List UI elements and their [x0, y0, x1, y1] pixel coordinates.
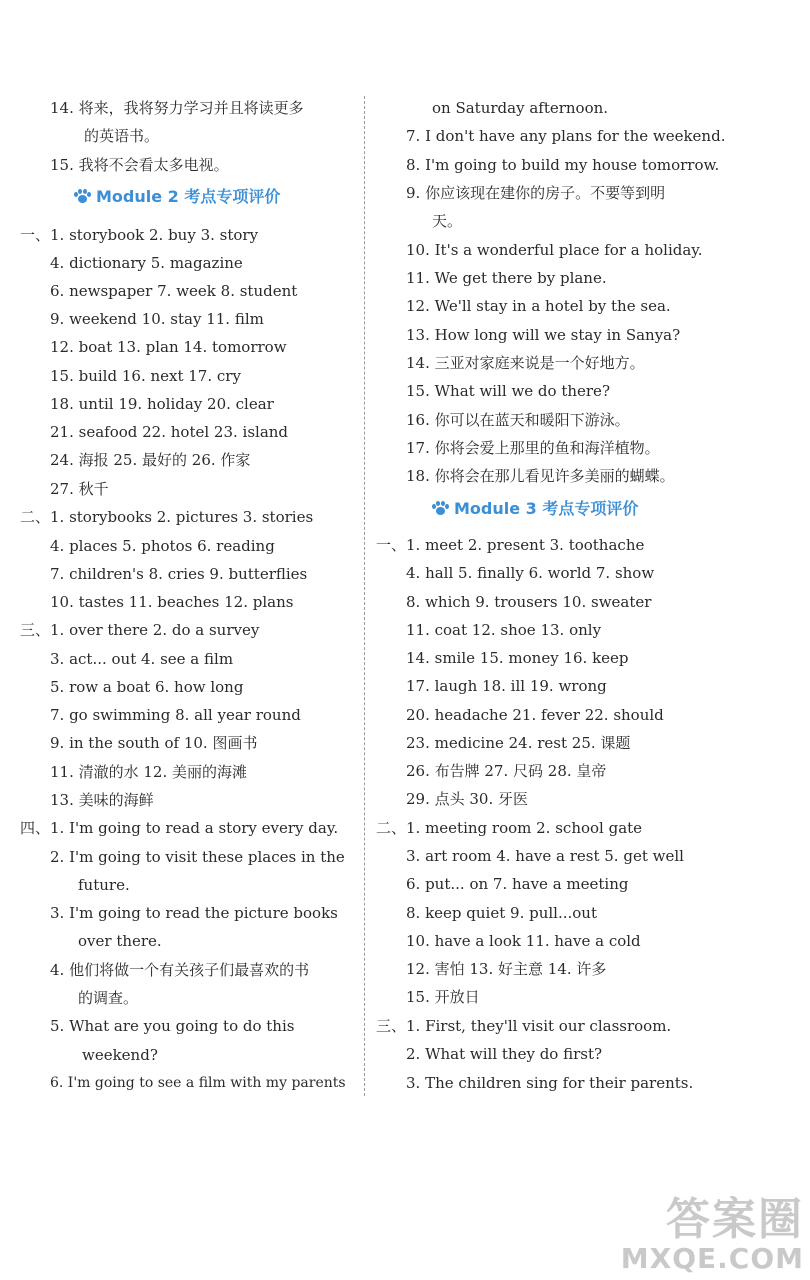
answer-line: 29. 点头 30. 牙医	[406, 790, 529, 808]
answer-line: 11. coat 12. shoe 13. only	[406, 621, 602, 639]
watermark	[621, 1196, 804, 1274]
answer-line: over there.	[78, 932, 162, 950]
answer-line: 三、1. First, they'll visit our classroom.	[376, 1017, 672, 1035]
answer-line: 12. We'll stay in a hotel by the sea.	[406, 297, 671, 315]
answer-line: 17. 你将会爱上那里的鱼和海洋植物。	[406, 439, 660, 457]
section-heading	[74, 186, 280, 208]
answer-line: 20. headache 21. fever 22. should	[406, 706, 664, 724]
answer-line: 6. put... on 7. have a meeting	[406, 875, 629, 893]
answer-line: 8. keep quiet 9. pull...out	[406, 904, 597, 922]
answer-line: 6. I'm going to see a film with my parents	[50, 1075, 346, 1091]
answer-line: 9. weekend 10. stay 11. film	[50, 310, 264, 328]
section-heading-text: Module 2 考点专项评价	[96, 187, 281, 206]
answer-line: 10. It's a wonderful place for a holiday.	[406, 241, 703, 259]
answer-line: 7. I don't have any plans for the weekend.	[406, 127, 726, 145]
answer-line: 的调查。	[78, 989, 139, 1007]
answer-line: 3. The children sing for their parents.	[406, 1074, 694, 1092]
answer-line: 一、1. storybook 2. buy 3. story	[20, 226, 259, 244]
answer-line: 12. 害怕 13. 好主意 14. 许多	[406, 960, 607, 978]
answer-line: 4. places 5. photos 6. reading	[50, 537, 275, 555]
answer-line: 4. 他们将做一个有关孩子们最喜欢的书	[50, 961, 310, 979]
answer-line: 9. 你应该现在建你的房子。不要等到明	[406, 184, 666, 202]
answer-line: 15. What will we do there?	[406, 382, 610, 400]
column-divider	[364, 96, 365, 1096]
answer-line: 8. I'm going to build my house tomorrow.	[406, 156, 720, 174]
answer-line: 9. in the south of 10. 图画书	[50, 734, 258, 752]
answer-line: 四、1. I'm going to read a story every day.	[20, 819, 339, 837]
paw-icon	[74, 189, 90, 203]
answer-line: future.	[78, 876, 130, 894]
answer-line: 16. 你可以在蓝天和暖阳下游泳。	[406, 411, 630, 429]
answer-line: 13. 美味的海鲜	[50, 791, 154, 809]
answer-line: 15. 我将不会看太多电视。	[50, 156, 229, 174]
answer-line: 7. go swimming 8. all year round	[50, 706, 301, 724]
answer-line: 14. 三亚对家庭来说是一个好地方。	[406, 354, 645, 372]
answer-line: 8. which 9. trousers 10. sweater	[406, 593, 652, 611]
answer-line: 23. medicine 24. rest 25. 课题	[406, 734, 631, 752]
answer-line: 3. art room 4. have a rest 5. get well	[406, 847, 684, 865]
answer-line: 11. We get there by plane.	[406, 269, 607, 287]
answer-line: 17. laugh 18. ill 19. wrong	[406, 677, 607, 695]
answer-line: 24. 海报 25. 最好的 26. 作家	[50, 451, 251, 469]
answer-line: 10. have a look 11. have a cold	[406, 932, 641, 950]
answer-line: 3. I'm going to read the picture books	[50, 904, 338, 922]
answer-line: 21. seafood 22. hotel 23. island	[50, 423, 289, 441]
answer-line: 二、1. storybooks 2. pictures 3. stories	[20, 508, 314, 526]
answer-line: 26. 布告牌 27. 尺码 28. 皇帝	[406, 762, 607, 780]
answer-line: 的英语书。	[84, 127, 160, 145]
answer-line: 13. How long will we stay in Sanya?	[406, 326, 681, 344]
answer-line: weekend?	[82, 1046, 158, 1064]
section-heading	[432, 498, 638, 520]
answer-line: 11. 清澈的水 12. 美丽的海滩	[50, 763, 248, 781]
answer-line: on Saturday afternoon.	[432, 99, 609, 117]
answer-line: 4. dictionary 5. magazine	[50, 254, 243, 272]
answer-line: 7. children's 8. cries 9. butterflies	[50, 565, 308, 583]
answer-line: 14. 将来，我将努力学习并且将读更多	[50, 99, 304, 117]
answer-line: 2. I'm going to visit these places in the	[50, 848, 345, 866]
answer-line: 18. until 19. holiday 20. clear	[50, 395, 274, 413]
answer-line: 3. act... out 4. see a film	[50, 650, 234, 668]
answer-line: 三、1. over there 2. do a survey	[20, 621, 260, 639]
watermark-url: MXQE.COM	[620, 1242, 804, 1275]
paw-icon	[432, 501, 448, 515]
answer-line: 27. 秋千	[50, 480, 109, 498]
answer-line: 10. tastes 11. beaches 12. plans	[50, 593, 294, 611]
answer-line: 5. What are you going to do this	[50, 1017, 295, 1035]
answer-line: 14. smile 15. money 16. keep	[406, 649, 629, 667]
answer-line: 15. 开放日	[406, 988, 480, 1006]
watermark-logo-text: 答案圈	[666, 1194, 804, 1245]
answer-line: 15. build 16. next 17. cry	[50, 367, 241, 385]
answer-line: 18. 你将会在那儿看见许多美丽的蝴蝶。	[406, 467, 675, 485]
answer-line: 6. newspaper 7. week 8. student	[50, 282, 298, 300]
section-heading-text: Module 3 考点专项评价	[454, 499, 639, 518]
answer-line: 5. row a boat 6. how long	[50, 678, 244, 696]
answer-line: 2. What will they do first?	[406, 1045, 603, 1063]
answer-line: 12. boat 13. plan 14. tomorrow	[50, 338, 287, 356]
answer-line: 天。	[432, 212, 463, 230]
answer-line: 4. hall 5. finally 6. world 7. show	[406, 564, 655, 582]
answer-line: 一、1. meet 2. present 3. toothache	[376, 536, 645, 554]
answer-line: 二、1. meeting room 2. school gate	[376, 819, 643, 837]
